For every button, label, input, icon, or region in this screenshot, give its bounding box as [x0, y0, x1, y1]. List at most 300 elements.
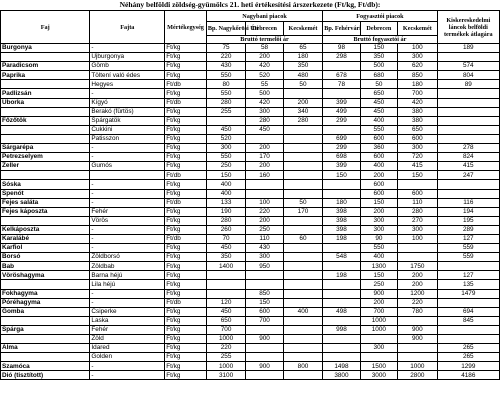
cell-mertekegyseg: Ft/db — [165, 234, 207, 243]
cell-price: 1000 — [360, 316, 397, 325]
cell-fajta: Zöldborsó — [90, 253, 165, 262]
cell-price: 360 — [360, 144, 397, 153]
cell-price: 1000 — [398, 362, 438, 371]
cell-mertekegyseg: Ft/kg — [165, 262, 207, 271]
cell-price — [437, 125, 499, 134]
cell-price: 200 — [283, 98, 323, 107]
cell-price: 160 — [246, 171, 283, 180]
cell-mertekegyseg: Ft/kg — [165, 271, 207, 280]
cell-price — [246, 271, 283, 280]
cell-price — [437, 189, 499, 198]
cell-mertekegyseg: Ft/db — [165, 198, 207, 207]
cell-price: 650 — [206, 316, 246, 325]
cell-faj — [1, 53, 90, 62]
cell-fajta: - — [90, 225, 165, 234]
cell-price — [283, 225, 323, 234]
cell-price: 195 — [437, 216, 499, 225]
cell-price: 220 — [206, 344, 246, 353]
cell-mertekegyseg: Ft/kg — [165, 107, 207, 116]
cell-price: 78 — [323, 80, 360, 89]
cell-fajta: Spárgatök — [90, 116, 165, 125]
cell-price: 900 — [246, 362, 283, 371]
cell-price — [283, 289, 323, 298]
cell-faj: Fokhagyma — [1, 289, 90, 298]
cell-price: 200 — [246, 53, 283, 62]
cell-price: 600 — [246, 307, 283, 316]
cell-price — [246, 134, 283, 143]
cell-price: 400 — [360, 253, 397, 262]
header-nagy-col: Kecskemét — [283, 22, 323, 36]
table-row — [1, 162, 500, 171]
cell-price — [206, 280, 246, 289]
cell-price: 450 — [360, 107, 397, 116]
cell-mertekegyseg: Ft/kg — [165, 225, 207, 234]
cell-fajta: - — [90, 362, 165, 371]
cell-price: 1000 — [206, 362, 246, 371]
table-row — [1, 198, 500, 207]
table-row — [1, 144, 500, 153]
cell-price: 694 — [437, 307, 499, 316]
cell-faj: Vöröshagyma — [1, 271, 90, 280]
cell-price: 3100 — [206, 371, 246, 380]
cell-faj: Sárgarépa — [1, 144, 90, 153]
header-mertekegyseg: Mértékegység — [165, 11, 207, 44]
cell-fajta: - — [90, 189, 165, 198]
cell-price: 380 — [398, 107, 438, 116]
cell-price: 950 — [246, 262, 283, 271]
cell-price: 220 — [206, 53, 246, 62]
cell-price — [437, 325, 499, 334]
header-fogy-col: Bp. Fehérvári — [323, 22, 360, 36]
cell-price: 190 — [206, 207, 246, 216]
cell-price: 699 — [323, 134, 360, 143]
cell-price: 110 — [398, 198, 438, 207]
cell-price — [283, 180, 323, 189]
table-row — [1, 262, 500, 271]
table-row — [1, 53, 500, 62]
price-table — [0, 10, 500, 380]
cell-price: 89 — [437, 80, 499, 89]
cell-price: 255 — [206, 353, 246, 362]
header-faj: Faj — [1, 11, 90, 44]
cell-price: 450 — [360, 98, 397, 107]
cell-fajta: Barna héjú — [90, 271, 165, 280]
header-fogy-col: Kecskemét — [398, 22, 438, 36]
cell-faj — [1, 134, 90, 143]
table-row — [1, 98, 500, 107]
cell-price: 350 — [360, 53, 397, 62]
cell-price — [283, 335, 323, 344]
cell-faj: Főzőtök — [1, 116, 90, 125]
table-row — [1, 298, 500, 307]
cell-price — [437, 134, 499, 143]
cell-price: 299 — [323, 144, 360, 153]
cell-price: 194 — [437, 207, 499, 216]
cell-price — [437, 262, 499, 271]
cell-fajta: - — [90, 44, 165, 53]
cell-price: 260 — [206, 225, 246, 234]
table-body — [1, 44, 500, 380]
cell-mertekegyseg: Ft/kg — [165, 289, 207, 298]
cell-price: 1299 — [437, 362, 499, 371]
cell-price: 70 — [206, 234, 246, 243]
cell-mertekegyseg: Ft/db — [165, 171, 207, 180]
cell-price: 280 — [206, 216, 246, 225]
cell-faj: Zeller — [1, 162, 90, 171]
table-row — [1, 62, 500, 71]
cell-price: 600 — [398, 189, 438, 198]
cell-faj: Spárga — [1, 325, 90, 334]
cell-fajta: Fehér — [90, 325, 165, 334]
cell-mertekegyseg: Ft/kg — [165, 89, 207, 98]
cell-price: 135 — [437, 280, 499, 289]
cell-price: 900 — [246, 335, 283, 344]
cell-price: 340 — [283, 107, 323, 116]
cell-price: 278 — [437, 144, 499, 153]
cell-price: 415 — [437, 162, 499, 171]
cell-price: 300 — [398, 144, 438, 153]
cell-price: 120 — [206, 298, 246, 307]
cell-price: 700 — [206, 325, 246, 334]
cell-fajta: Kígyó — [90, 98, 165, 107]
cell-faj: Karalábé — [1, 234, 90, 243]
cell-faj — [1, 216, 90, 225]
cell-price: 300 — [246, 107, 283, 116]
cell-price — [246, 371, 283, 380]
table-header — [1, 11, 500, 44]
cell-price: 1000 — [360, 325, 397, 334]
cell-mertekegyseg: Ft/kg — [165, 71, 207, 80]
cell-fajta: Hegyes — [90, 80, 165, 89]
cell-price: 399 — [323, 98, 360, 107]
table-row — [1, 180, 500, 189]
cell-faj: Bab — [1, 262, 90, 271]
cell-mertekegyseg: Ft/kg — [165, 353, 207, 362]
cell-price: 2800 — [398, 371, 438, 380]
cell-price: 420 — [246, 62, 283, 71]
table-row — [1, 207, 500, 216]
cell-price: 400 — [206, 180, 246, 189]
cell-price: 600 — [360, 153, 397, 162]
cell-price: 398 — [323, 225, 360, 234]
cell-price: 250 — [360, 280, 397, 289]
cell-price — [206, 271, 246, 280]
cell-price: 1479 — [437, 289, 499, 298]
cell-price: 900 — [398, 335, 438, 344]
table-row — [1, 371, 500, 380]
cell-faj: Paradicsom — [1, 62, 90, 71]
table-row — [1, 71, 500, 80]
cell-fajta: - — [90, 234, 165, 243]
table-row — [1, 125, 500, 134]
cell-mertekegyseg: Ft/kg — [165, 116, 207, 125]
cell-price — [283, 153, 323, 162]
cell-price — [437, 53, 499, 62]
table-row — [1, 335, 500, 344]
cell-price: 300 — [206, 144, 246, 153]
cell-price — [283, 144, 323, 153]
header-retail: Kiskereskedelmi láncok belföldi termékek átlagára — [437, 11, 499, 44]
cell-price: 400 — [283, 307, 323, 316]
cell-price: 1300 — [360, 262, 397, 271]
cell-price: 804 — [437, 71, 499, 80]
cell-price: 650 — [360, 89, 397, 98]
table-row — [1, 325, 500, 334]
cell-price: 280 — [398, 207, 438, 216]
cell-price: 65 — [283, 44, 323, 53]
table-row — [1, 280, 500, 289]
cell-price — [283, 344, 323, 353]
cell-price: 420 — [246, 98, 283, 107]
cell-price: 574 — [437, 62, 499, 71]
cell-price: 100 — [246, 198, 283, 207]
cell-price: 170 — [283, 207, 323, 216]
cell-faj: Sóska — [1, 180, 90, 189]
cell-mertekegyseg: Ft/kg — [165, 144, 207, 153]
cell-price — [283, 253, 323, 262]
cell-price — [323, 62, 360, 71]
cell-price — [246, 344, 283, 353]
table-row — [1, 80, 500, 89]
cell-price: 400 — [206, 189, 246, 198]
cell-mertekegyseg: Ft/kg — [165, 162, 207, 171]
cell-price: 559 — [437, 244, 499, 253]
cell-faj: Szamóca — [1, 362, 90, 371]
cell-price: 500 — [246, 89, 283, 98]
cell-price: 127 — [437, 234, 499, 243]
table-row — [1, 44, 500, 53]
cell-price: 98 — [323, 44, 360, 53]
header-fogyasztoi: Fogyasztói piacok — [323, 11, 437, 22]
header-nagy-col: Debrecen — [246, 22, 283, 36]
cell-price: 60 — [283, 234, 323, 243]
cell-price: 280 — [283, 116, 323, 125]
table-row — [1, 89, 500, 98]
cell-faj — [1, 335, 90, 344]
cell-faj: Karfiol — [1, 244, 90, 253]
table-row — [1, 171, 500, 180]
cell-price: 650 — [398, 125, 438, 134]
cell-price — [283, 271, 323, 280]
cell-faj — [1, 316, 90, 325]
cell-price — [323, 316, 360, 325]
cell-price: 200 — [360, 298, 397, 307]
table-row — [1, 225, 500, 234]
cell-price: 50 — [283, 198, 323, 207]
cell-price — [283, 371, 323, 380]
table-row — [1, 234, 500, 243]
cell-price: 198 — [323, 234, 360, 243]
cell-price: 150 — [206, 171, 246, 180]
header-nagybani: Nagybani piacok — [206, 11, 322, 22]
cell-price — [283, 262, 323, 271]
cell-mertekegyseg: Ft/kg — [165, 325, 207, 334]
cell-price — [283, 325, 323, 334]
table-row — [1, 362, 500, 371]
table-row — [1, 307, 500, 316]
cell-price: 400 — [360, 116, 397, 125]
cell-fajta: Gumós — [90, 162, 165, 171]
cell-price: 150 — [246, 298, 283, 307]
cell-price: 550 — [360, 125, 397, 134]
cell-price: 100 — [398, 234, 438, 243]
cell-faj — [1, 125, 90, 134]
cell-price: 415 — [398, 162, 438, 171]
table-row — [1, 216, 500, 225]
cell-faj: Uborka — [1, 98, 90, 107]
cell-fajta: - — [90, 198, 165, 207]
header-fogy-col: Debrecen — [360, 22, 397, 36]
cell-fajta: Idared — [90, 344, 165, 353]
cell-price: 200 — [246, 216, 283, 225]
cell-price — [437, 298, 499, 307]
table-title: Néhány belföldi zöldség-gyümölcs 21. heti értékesítési árszerkezete (Ft/kg, Ft/db): — [119, 0, 381, 9]
cell-price — [323, 280, 360, 289]
cell-price: 680 — [360, 71, 397, 80]
cell-faj: Spenót — [1, 189, 90, 198]
cell-faj: Petrezselyem — [1, 153, 90, 162]
cell-fajta: Csiperke — [90, 307, 165, 316]
table-row — [1, 344, 500, 353]
cell-price: 520 — [246, 71, 283, 80]
cell-price: 678 — [323, 71, 360, 80]
cell-price: 110 — [246, 234, 283, 243]
cell-fajta — [90, 171, 165, 180]
cell-price: 845 — [437, 316, 499, 325]
cell-price: 220 — [398, 298, 438, 307]
cell-mertekegyseg: Ft/kg — [165, 189, 207, 198]
cell-price: 998 — [323, 325, 360, 334]
cell-price: 200 — [246, 144, 283, 153]
cell-price — [323, 189, 360, 198]
cell-price — [437, 89, 499, 98]
cell-price: 200 — [360, 171, 397, 180]
cell-price: 550 — [206, 71, 246, 80]
cell-price: 3000 — [360, 371, 397, 380]
cell-price — [246, 280, 283, 289]
cell-price: 299 — [323, 116, 360, 125]
cell-faj — [1, 107, 90, 116]
cell-price: 1500 — [360, 362, 397, 371]
cell-price: 3800 — [323, 371, 360, 380]
table-row — [1, 189, 500, 198]
cell-fajta: Töltení való édes — [90, 71, 165, 80]
cell-price: 1000 — [206, 335, 246, 344]
cell-price: 700 — [246, 316, 283, 325]
cell-price: 824 — [437, 153, 499, 162]
cell-fajta: - — [90, 153, 165, 162]
cell-mertekegyseg: Ft/kg — [165, 253, 207, 262]
table-row — [1, 153, 500, 162]
cell-price: 420 — [398, 98, 438, 107]
cell-price: 170 — [246, 153, 283, 162]
cell-price: 127 — [437, 271, 499, 280]
cell-fajta: - — [90, 289, 165, 298]
cell-price — [283, 298, 323, 307]
cell-price: 180 — [283, 53, 323, 62]
cell-price: 398 — [323, 207, 360, 216]
cell-price: 520 — [206, 134, 246, 143]
cell-price: 250 — [246, 225, 283, 234]
cell-price — [283, 216, 323, 225]
cell-fajta: Zöldbab — [90, 262, 165, 271]
cell-price: 55 — [246, 80, 283, 89]
cell-price: 400 — [360, 162, 397, 171]
cell-price: 150 — [398, 171, 438, 180]
cell-fajta: - — [90, 244, 165, 253]
cell-faj: Alma — [1, 344, 90, 353]
cell-mertekegyseg: Ft/kg — [165, 62, 207, 71]
cell-mertekegyseg: Ft/kg — [165, 244, 207, 253]
cell-price: 700 — [398, 89, 438, 98]
cell-price: 559 — [437, 253, 499, 262]
cell-price — [323, 344, 360, 353]
cell-price — [206, 289, 246, 298]
cell-price: 100 — [398, 44, 438, 53]
table-row — [1, 289, 500, 298]
table-row — [1, 253, 500, 262]
cell-price: 133 — [206, 198, 246, 207]
cell-fajta: Zöld — [90, 335, 165, 344]
cell-price: 300 — [360, 344, 397, 353]
cell-fajta: - — [90, 89, 165, 98]
cell-faj — [1, 171, 90, 180]
cell-faj: Padlizsán — [1, 89, 90, 98]
cell-price — [323, 180, 360, 189]
cell-price: 900 — [398, 325, 438, 334]
cell-price: 450 — [206, 125, 246, 134]
cell-price: 720 — [398, 153, 438, 162]
cell-fajta: Gömb — [90, 62, 165, 71]
cell-faj — [1, 353, 90, 362]
cell-price: 700 — [360, 307, 397, 316]
cell-fajta: Újburgonya — [90, 53, 165, 62]
cell-price — [283, 316, 323, 325]
cell-price: 600 — [360, 134, 397, 143]
cell-price: 600 — [398, 134, 438, 143]
cell-price: 250 — [206, 162, 246, 171]
cell-price — [323, 298, 360, 307]
cell-fajta: - — [90, 180, 165, 189]
cell-price: 300 — [360, 216, 397, 225]
cell-price — [246, 353, 283, 362]
cell-fajta: Laska — [90, 316, 165, 325]
cell-mertekegyseg: Ft/db — [165, 98, 207, 107]
table-row — [1, 353, 500, 362]
cell-price: 180 — [398, 80, 438, 89]
cell-mertekegyseg: Ft/kg — [165, 180, 207, 189]
cell-price: 200 — [398, 280, 438, 289]
cell-price: 255 — [206, 107, 246, 116]
cell-mertekegyseg: Ft/kg — [165, 53, 207, 62]
cell-price — [437, 335, 499, 344]
cell-mertekegyseg: Ft/kg — [165, 44, 207, 53]
cell-price: 265 — [437, 353, 499, 362]
cell-price: 399 — [323, 162, 360, 171]
cell-price — [283, 189, 323, 198]
cell-price — [323, 244, 360, 253]
cell-price — [283, 171, 323, 180]
cell-faj: Póréhagyma — [1, 298, 90, 307]
cell-price: 220 — [246, 207, 283, 216]
cell-faj: Paprika — [1, 71, 90, 80]
cell-price: 550 — [206, 89, 246, 98]
cell-price: 698 — [323, 153, 360, 162]
cell-price: 550 — [360, 244, 397, 253]
cell-price — [283, 162, 323, 171]
cell-price — [323, 335, 360, 344]
cell-price: 800 — [283, 362, 323, 371]
